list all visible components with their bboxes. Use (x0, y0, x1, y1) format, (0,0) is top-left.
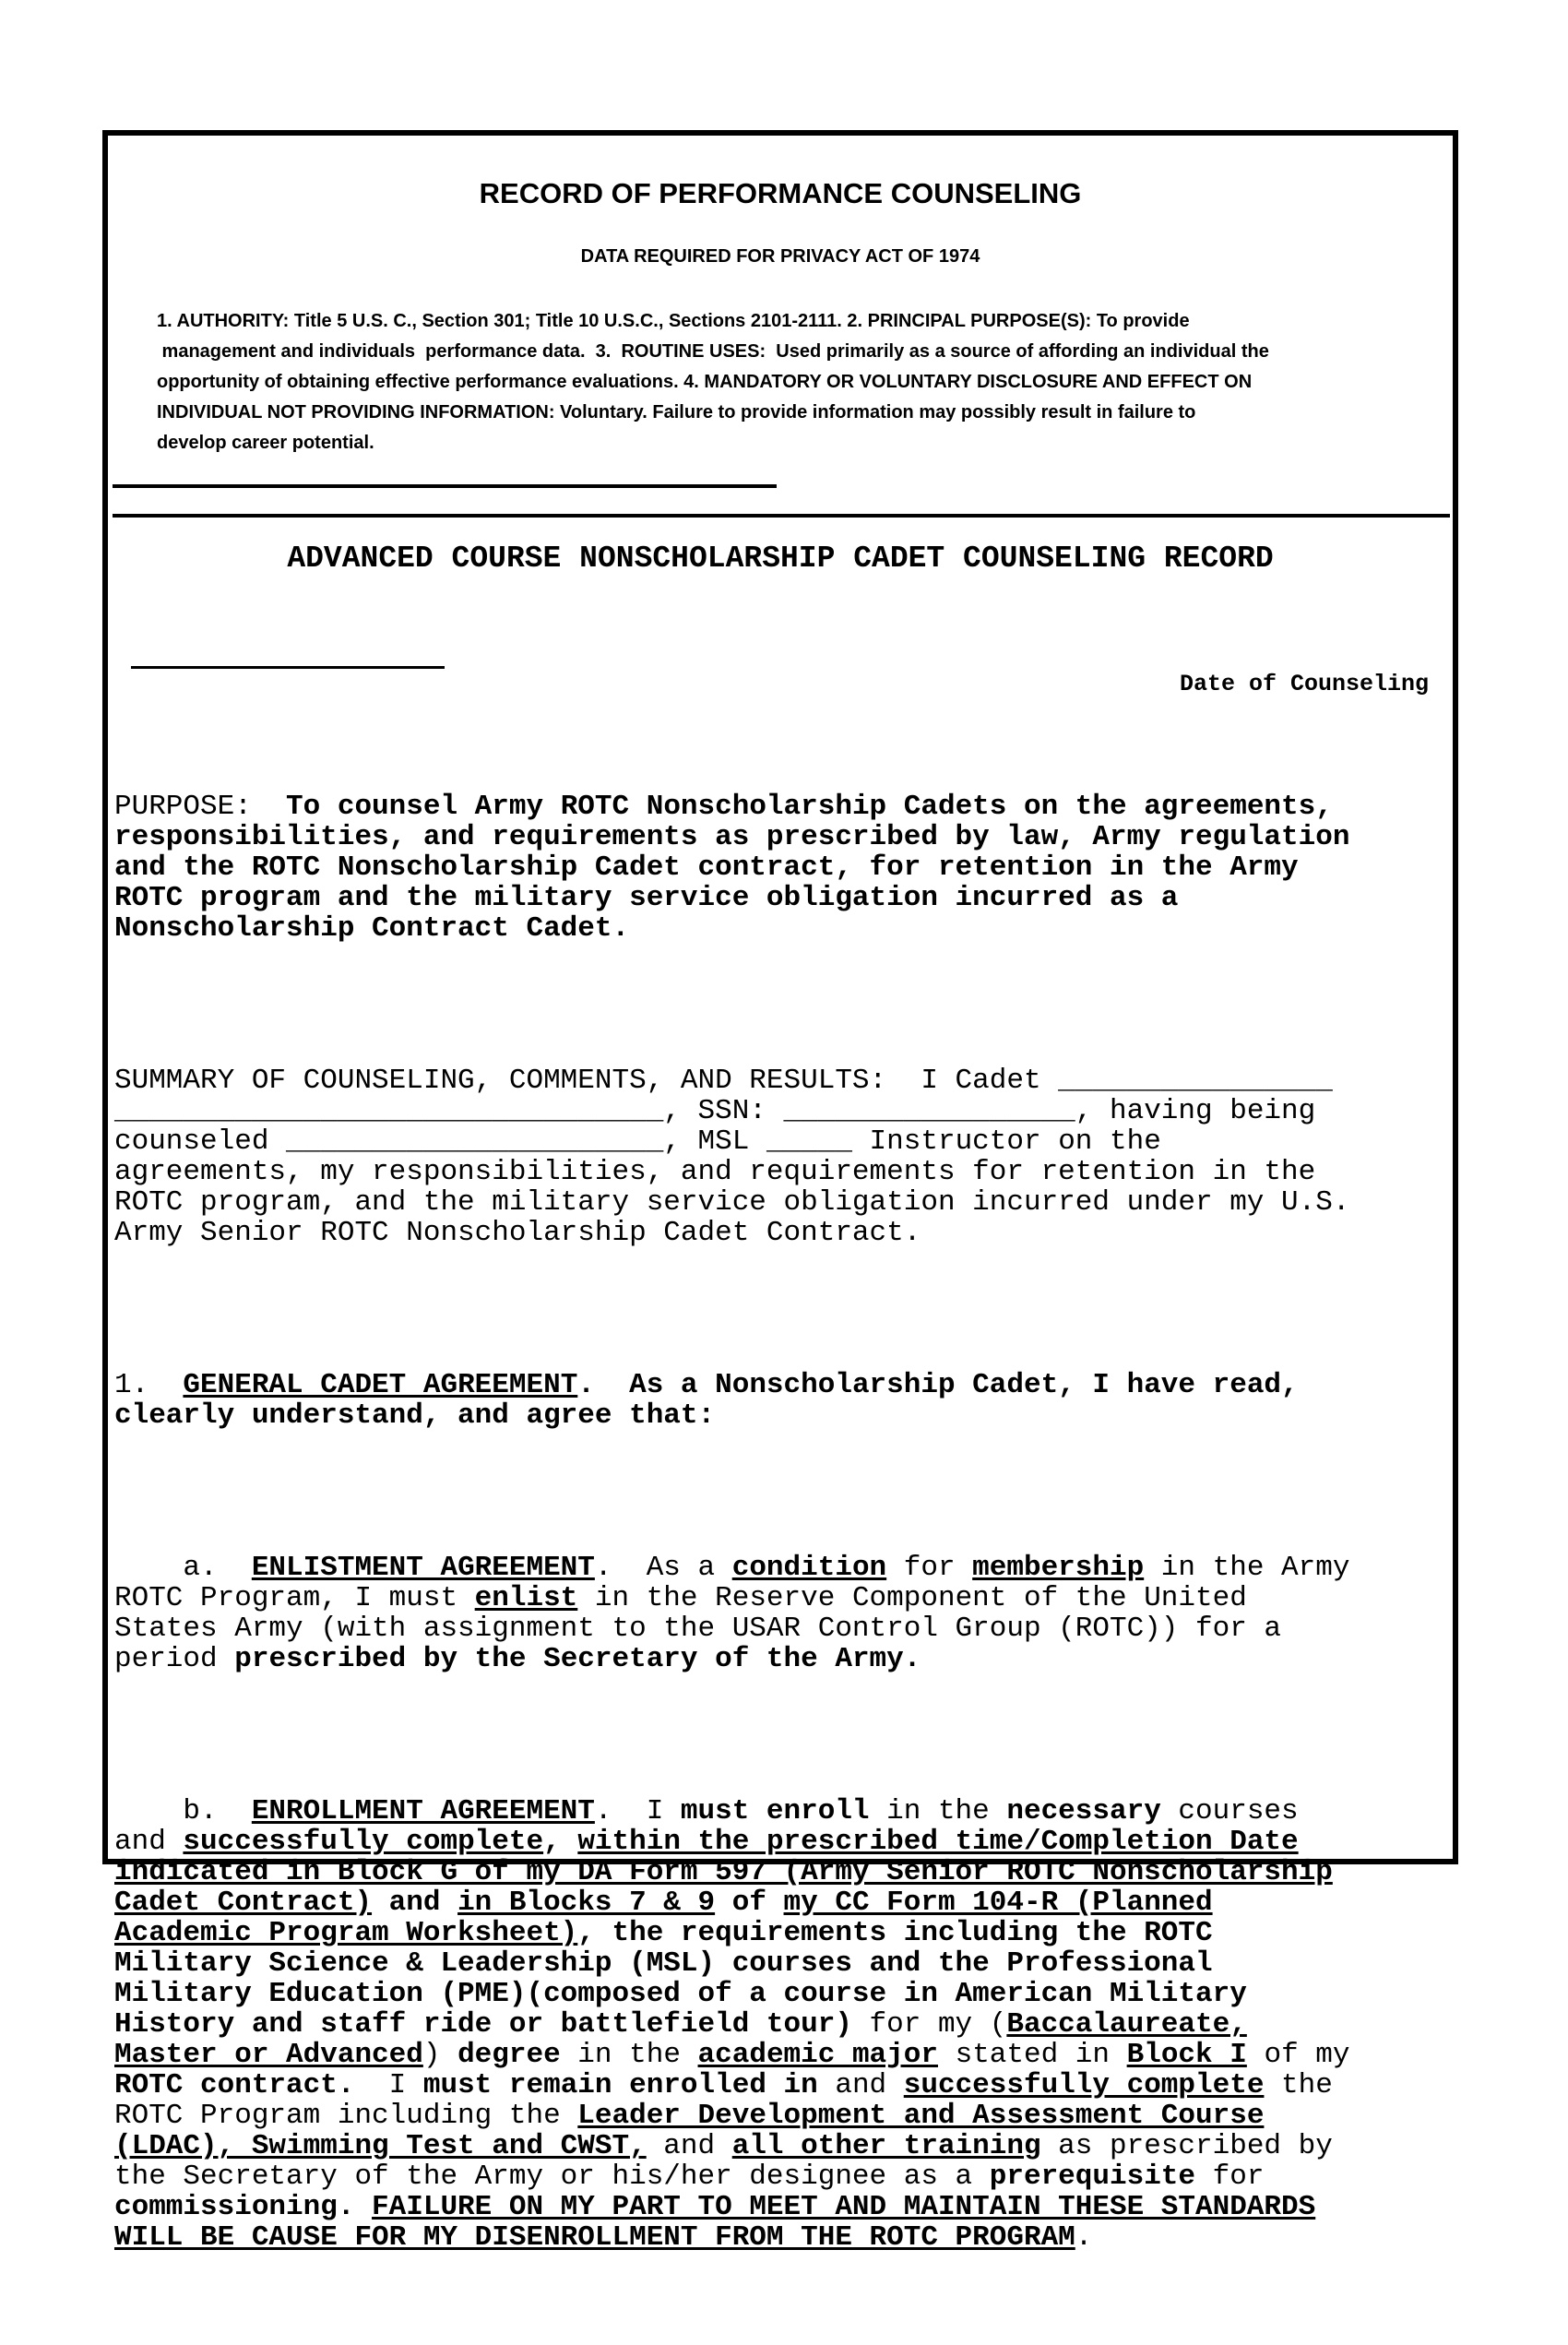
item-text-emphasis: my CC Form 104-R (Planned (783, 1887, 1213, 1919)
item-text-emphasis: Leader Development and Assessment Course (577, 2100, 1265, 2132)
item-text: ROTC Program including the (114, 2100, 578, 2132)
item-text: and (646, 2130, 732, 2162)
privacy-line: develop career potential. (157, 433, 374, 453)
item-text-emphasis: prerequisite (989, 2160, 1196, 2193)
privacy-line: management and individuals performance data. 3. ROUTINE USES: Used primarily as a source of affording an individual the (157, 341, 1269, 362)
item-a-paragraph (114, 1553, 1456, 1674)
summary-text: counseled (114, 1125, 287, 1158)
privacy-line: opportunity of obtaining effective performance evaluations. 4. MANDATORY OR VOLUNTARY DISCLOSURE AND EFFECT ON (157, 372, 1253, 392)
form-frame (102, 130, 1458, 2254)
item-text-emphasis: necessary (1006, 1795, 1161, 1827)
item-b-title: ENROLLMENT AGREEMENT (251, 1795, 595, 1827)
item-text: the (1264, 2069, 1333, 2101)
item-b-paragraph (114, 1796, 1456, 2253)
item-text-emphasis: in Blocks 7 & 9 (457, 1887, 716, 1919)
privacy-statement (157, 306, 1411, 458)
cadet-name-field[interactable]: ________________ (1058, 1065, 1333, 1097)
cadet-name-field-cont[interactable]: ________________________________ (114, 1095, 664, 1127)
item-text: the Secretary of the Army or his/her designee as a (114, 2160, 990, 2193)
item-text: States Army (with assignment to the USAR Control Group (ROTC)) for a (114, 1613, 1282, 1645)
item-text: of my (1246, 2039, 1350, 2071)
ssn-label: , SSN: (663, 1095, 784, 1127)
purpose-text: and the ROTC Nonscholarship Cadet contract, for retention in the Army (114, 851, 1299, 884)
privacy-act-header: DATA REQUIRED FOR PRIVACY ACT OF 1974 (580, 246, 980, 267)
item-text-emphasis: must enroll (680, 1795, 870, 1827)
section-number: 1. (114, 1369, 184, 1401)
item-text: in the (869, 1795, 1007, 1827)
item-text: ) (422, 2039, 458, 2071)
purpose-paragraph (114, 792, 1456, 944)
msl-field[interactable]: _____ (766, 1125, 852, 1158)
item-text: . As a (594, 1552, 732, 1584)
purpose-text: Nonscholarship Contract Cadet. (114, 912, 630, 945)
summary-text: Instructor on the (851, 1125, 1161, 1158)
item-text: of (715, 1887, 784, 1919)
record-heading: ADVANCED COURSE NONSCHOLARSHIP CADET COUNSELING RECORD (287, 542, 1274, 576)
item-a-title: ENLISTMENT AGREEMENT (251, 1552, 595, 1584)
summary-label: SUMMARY OF COUNSELING, COMMENTS, AND RESULTS: I Cadet (114, 1065, 1059, 1097)
section-1-intro (114, 1370, 1456, 1431)
item-text: Military Science & Leadership (MSL) courses and the Professional (114, 1947, 1213, 1980)
item-text-emphasis: Block I (1126, 2039, 1247, 2071)
item-text: as prescribed by (1040, 2130, 1333, 2162)
item-text-emphasis: FAILURE ON MY PART TO MEET AND MAINTAIN THESE STANDARDS (372, 2191, 1316, 2223)
item-text: in the Army (1144, 1552, 1350, 1584)
item-text-emphasis: successfully complete (183, 1826, 544, 1858)
privacy-line: INDIVIDUAL NOT PROVIDING INFORMATION: Voluntary. Failure to provide information may possibly result in failure to (157, 402, 1196, 423)
item-text: for (886, 1552, 973, 1584)
item-text: and (114, 1826, 184, 1858)
msl-label: , MSL (663, 1125, 766, 1158)
item-text: for my ( (851, 2008, 1007, 2041)
purpose-text: ROTC program and the military service obligation incurred as a (114, 882, 1179, 914)
date-of-counseling-line[interactable] (131, 666, 445, 669)
divider-short (113, 484, 777, 488)
item-text: ROTC Program, I must (114, 1582, 475, 1614)
item-text-emphasis: ROTC contract. (114, 2069, 355, 2101)
item-text: stated in (937, 2039, 1127, 2071)
item-text-emphasis: enlist (474, 1582, 578, 1614)
item-text-emphasis: all other training (731, 2130, 1041, 2162)
item-text: courses (1160, 1795, 1299, 1827)
divider-full (113, 514, 1450, 518)
item-text: and (372, 1887, 458, 1919)
purpose-text: responsibilities, and requirements as prescribed by law, Army regulation (114, 821, 1350, 853)
item-text-emphasis: commissioning. (114, 2191, 373, 2223)
summary-text: , having being (1075, 1095, 1316, 1127)
form-body (114, 731, 1456, 2344)
item-text-emphasis: academic major (697, 2039, 938, 2071)
item-letter: b. (114, 1795, 252, 1827)
item-text: period (114, 1643, 235, 1675)
item-text-emphasis: membership (972, 1552, 1145, 1584)
summary-text: Army Senior ROTC Nonscholarship Cadet Contract. (114, 1217, 921, 1249)
form-title: RECORD OF PERFORMANCE COUNSELING (479, 177, 1082, 209)
item-text: in the (560, 2039, 698, 2071)
purpose-label: PURPOSE: (114, 791, 252, 823)
item-text: , the requirements including the ROTC (577, 1917, 1213, 1949)
item-text: History and staff ride or battlefield tour) (114, 2008, 852, 2041)
item-letter: a. (114, 1552, 252, 1584)
item-text-emphasis: Baccalaureate, (1006, 2008, 1247, 2041)
item-text: for (1195, 2160, 1265, 2193)
summary-paragraph (114, 1065, 1456, 1248)
item-text-emphasis: Cadet Contract) (114, 1887, 373, 1919)
item-text: . I (594, 1795, 681, 1827)
item-text-emphasis: indicated in Block G of my DA Form 597 (Army Senior ROTC Nonscholarship (114, 1856, 1333, 1888)
item-text: in the Reserve Component of the United (577, 1582, 1247, 1614)
item-text-emphasis: Academic Program Worksheet) (114, 1917, 578, 1949)
item-text-emphasis: must remain enrolled in (422, 2069, 818, 2101)
item-text: Military Education (PME)(composed of a course in American Military (114, 1978, 1247, 2010)
item-text: I (354, 2069, 423, 2101)
item-text-emphasis: WILL BE CAUSE FOR MY DISENROLLMENT FROM THE ROTC PROGRAM (114, 2221, 1075, 2254)
item-text-emphasis: successfully complete (903, 2069, 1265, 2101)
item-text-emphasis: within the prescribed time/Completion Date (577, 1826, 1299, 1858)
item-text: . (1075, 2221, 1093, 2254)
summary-text: agreements, my responsibilities, and requirements for retention in the (114, 1156, 1316, 1188)
purpose-text: To counsel Army ROTC Nonscholarship Cadets on the agreements, (286, 791, 1333, 823)
item-text-emphasis: degree (457, 2039, 561, 2071)
item-text-emphasis: (LDAC), Swimming Test and CWST, (114, 2130, 647, 2162)
section-1-title: GENERAL CADET AGREEMENT (183, 1369, 578, 1401)
date-of-counseling-label: Date of Counseling (1179, 671, 1429, 697)
section-text: clearly understand, and agree that: (114, 1399, 716, 1432)
item-text: and (817, 2069, 904, 2101)
privacy-line: 1. AUTHORITY: Title 5 U.S. C., Section 301; Title 10 U.S.C., Sections 2101-2111. 2. PRINCIPAL PURPOSE(S): To provide (157, 311, 1190, 331)
item-text: , (543, 1826, 578, 1858)
item-text-emphasis: prescribed by the Secretary of the Army. (234, 1643, 921, 1675)
section-text: . As a Nonscholarship Cadet, I have read, (577, 1369, 1299, 1401)
item-text-emphasis: Master or Advanced (114, 2039, 423, 2071)
ssn-field[interactable]: _________________ (783, 1095, 1075, 1127)
item-text-emphasis: condition (731, 1552, 887, 1584)
counselor-field[interactable]: ______________________ (286, 1125, 664, 1158)
summary-text: ROTC program, and the military service obligation incurred under my U.S. (114, 1186, 1350, 1219)
